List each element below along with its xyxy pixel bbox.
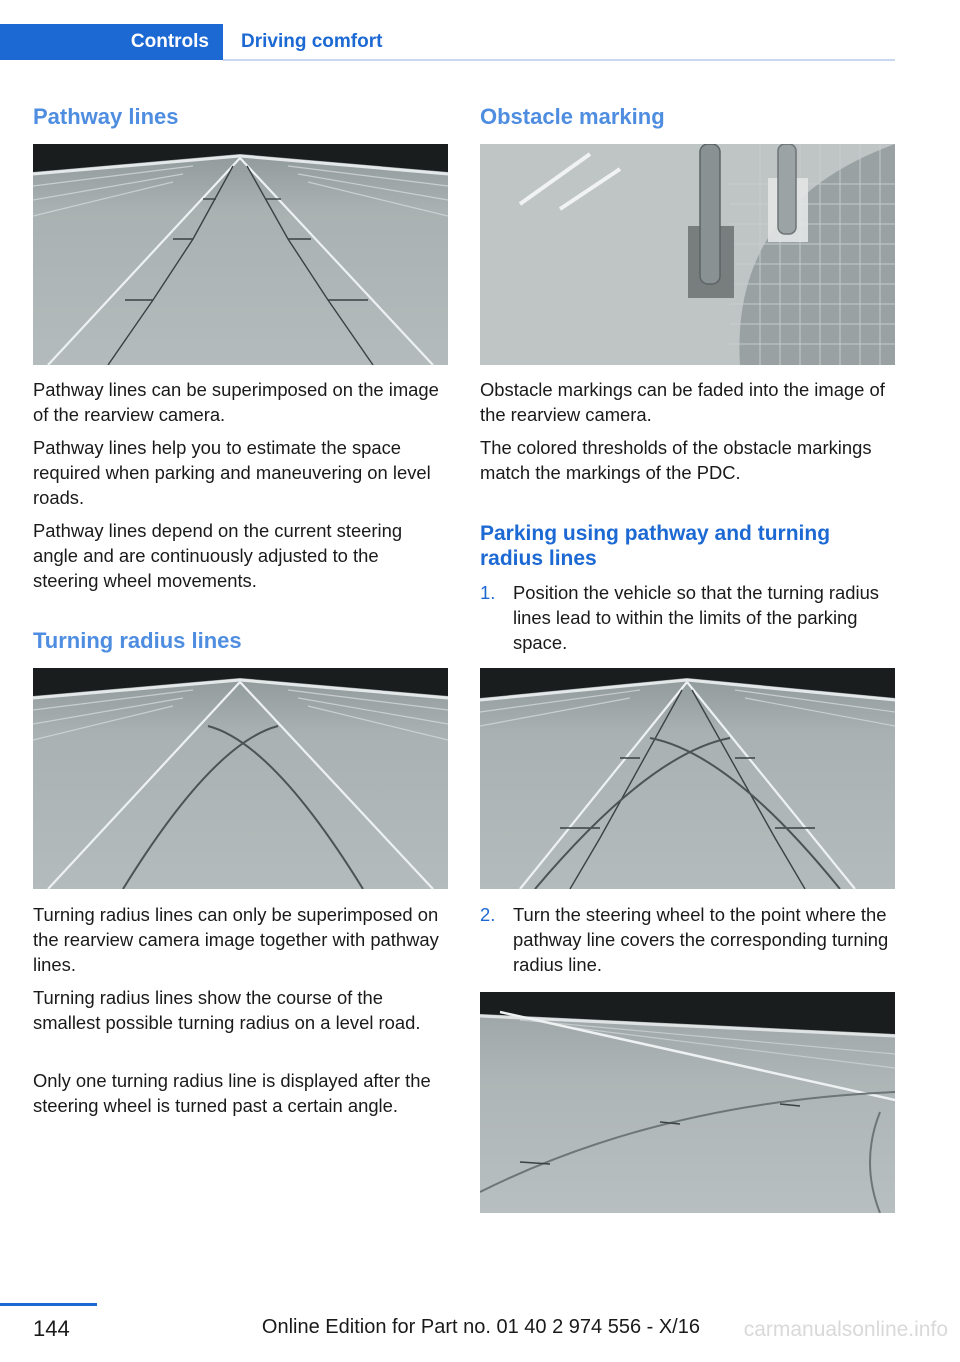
figure-parking-step-2	[480, 992, 895, 1213]
watermark: carmanualsonline.info	[743, 1318, 948, 1341]
heading-pathway-lines: Pathway lines	[33, 104, 179, 129]
footer-divider	[0, 1303, 97, 1306]
step-text: Position the vehicle so that the turning radius lines lead to within the limits of the parking space.	[513, 582, 879, 653]
page-header	[0, 24, 895, 62]
figure-pathway-lines	[33, 144, 448, 365]
pathway-paragraph-2: Pathway lines help you to estimate the space required when parking and maneuvering on level roads.	[33, 437, 431, 508]
edition-text: Online Edition for Part no. 01 40 2 974 556 - X/16	[261, 1316, 700, 1338]
turning-paragraph-2: Turning radius lines show the course of the smallest possible turning radius on a level road.	[33, 987, 421, 1033]
turning-paragraph-3: Only one turning radius line is displayed after the steering wheel is turned past a certain angle.	[33, 1070, 431, 1116]
page-number: 144	[33, 1316, 70, 1341]
tab-driving-comfort[interactable]: Driving comfort	[241, 31, 383, 52]
pathway-paragraph-1: Pathway lines can be superimposed on the image of the rearview camera.	[33, 379, 439, 425]
header-divider	[223, 59, 895, 61]
obstacle-paragraph-2: The colored thresholds of the obstacle markings match the markings of the PDC.	[480, 437, 872, 483]
figure-turning-radius-lines	[33, 668, 448, 889]
tab-controls[interactable]: Controls	[0, 24, 223, 60]
figure-parking-step-1	[480, 668, 895, 889]
parking-step-1	[480, 580, 895, 655]
pathway-paragraph-3: Pathway lines depend on the current steering angle and are continuously adjusted to the steering wheel movements.	[33, 520, 403, 591]
figure-obstacle-marking	[480, 144, 895, 365]
step-number: 1.	[480, 582, 496, 603]
heading-parking-pathway-turning: Parking using pathway and turning radius lines	[480, 522, 831, 570]
turning-paragraph-1: Turning radius lines can only be superimposed on the rearview camera image together with pathway lines.	[33, 904, 439, 975]
heading-turning-radius-lines: Turning radius lines	[33, 628, 242, 653]
step-text: Turn the steering wheel to the point where the pathway line covers the corresponding turning radius line.	[513, 904, 889, 975]
step-number: 2.	[480, 904, 496, 925]
heading-obstacle-marking: Obstacle marking	[480, 104, 665, 129]
parking-step-2	[480, 902, 895, 977]
obstacle-paragraph-1: Obstacle markings can be faded into the image of the rearview camera.	[480, 379, 885, 425]
